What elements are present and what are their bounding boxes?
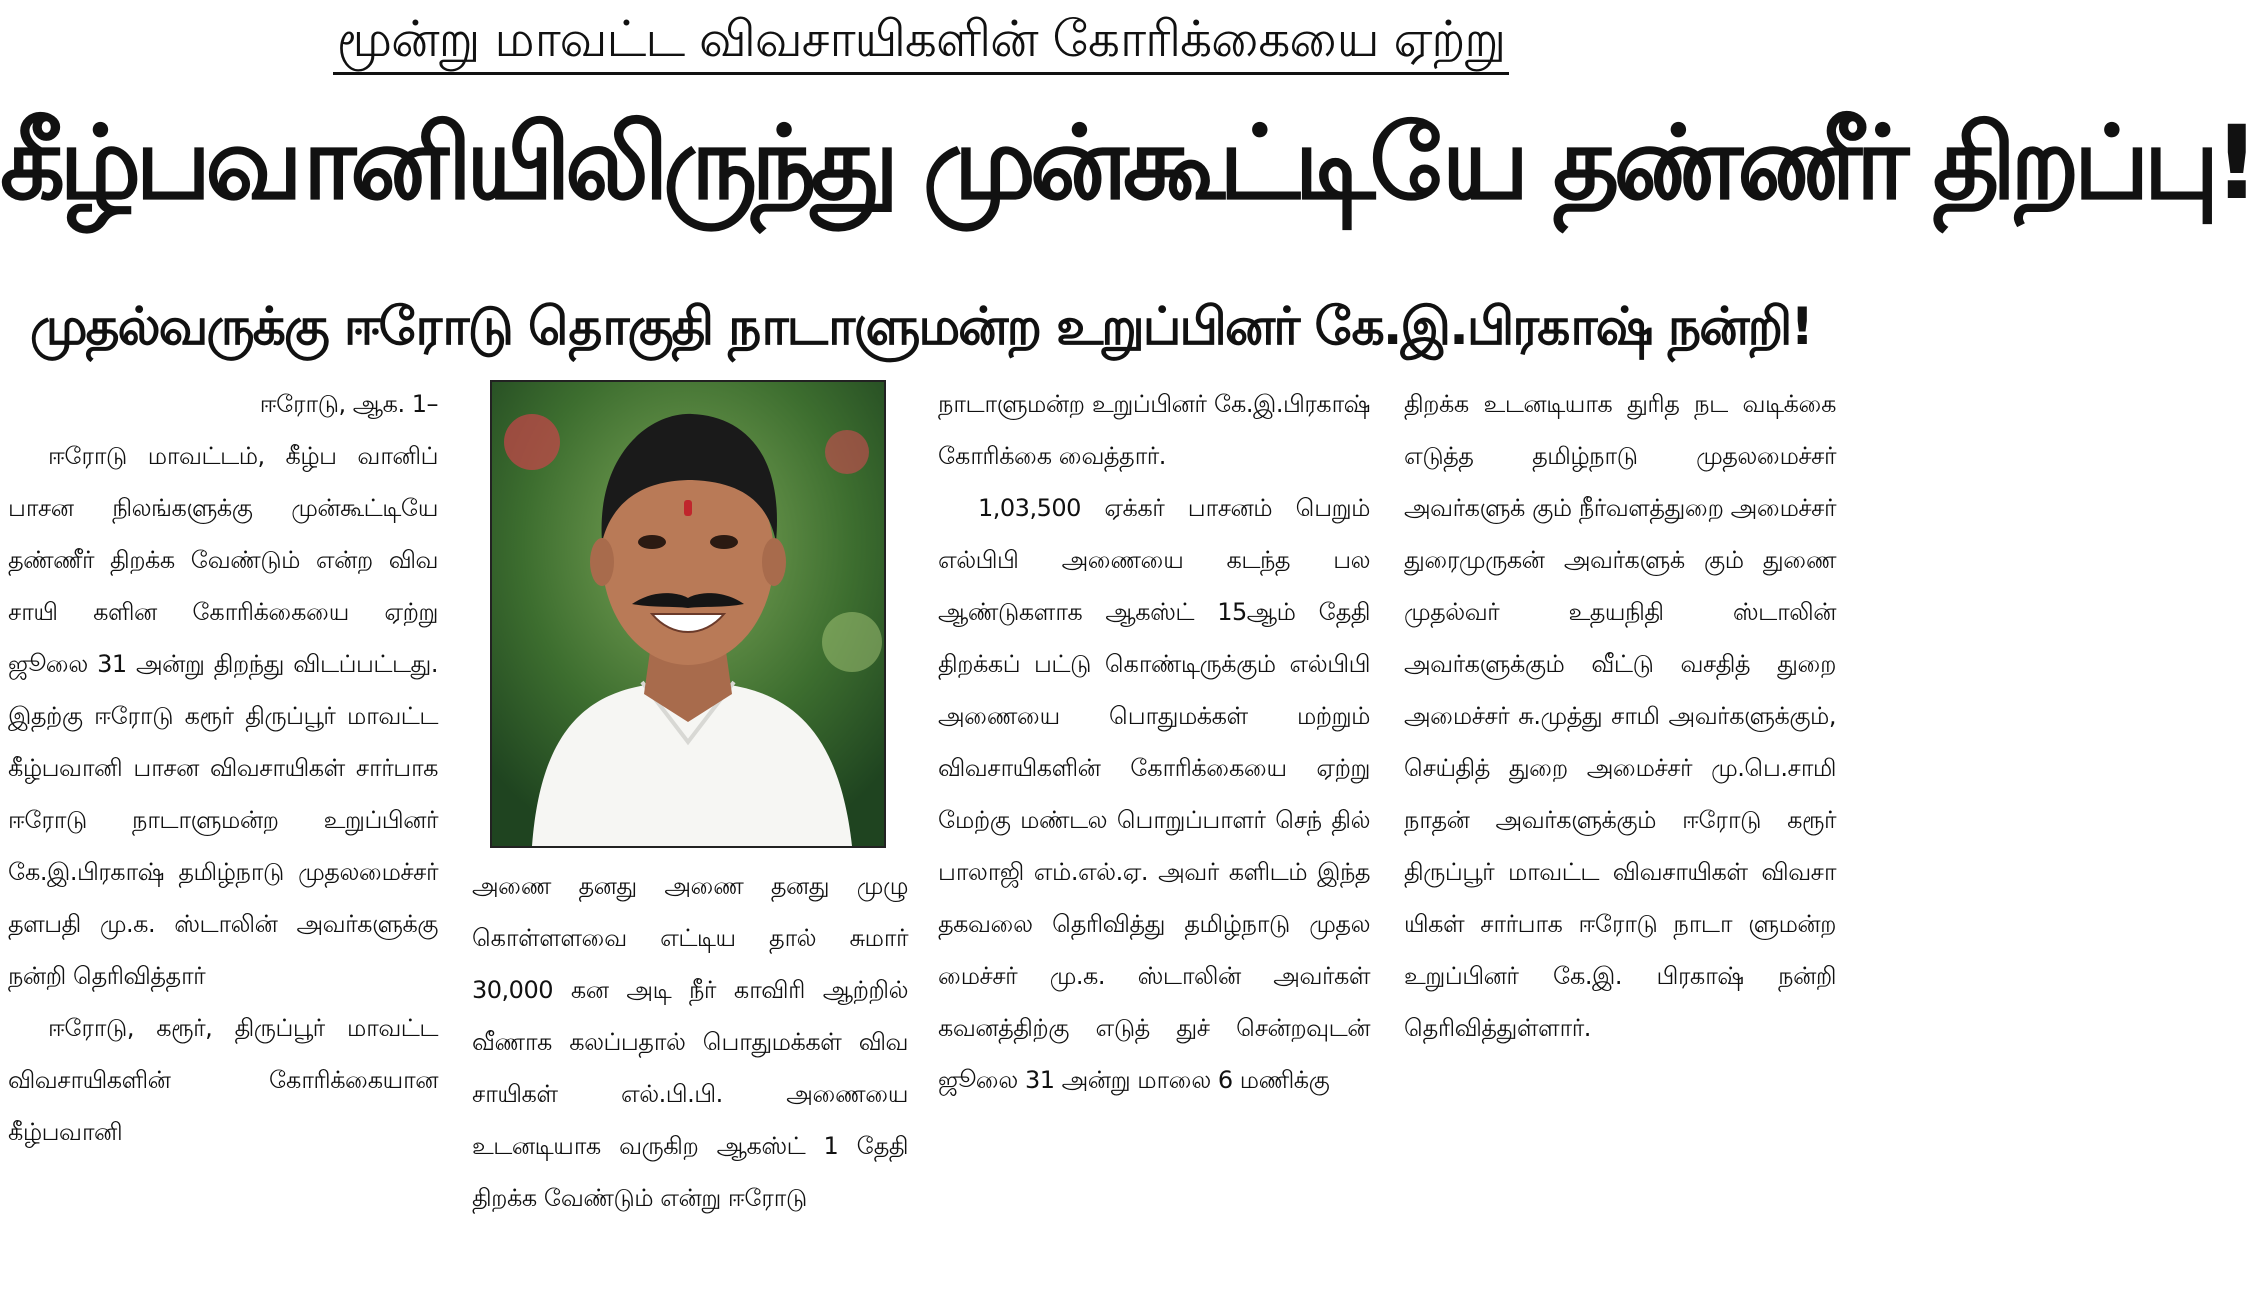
article-column-3 — [938, 378, 1370, 1106]
paragraph: ஈரோடு, கரூர், திருப்பூர் மாவட்ட விவசாயிகளின் கோரிக்கையான கீழ்பவானி — [8, 1014, 438, 1146]
mp-portrait-photo — [490, 380, 886, 848]
kicker-heading — [0, 8, 1842, 75]
paragraph: அணை தனது அணை தனது முழு கொள்ளளவை எட்டிய தால் சுமார் 30,000 கன அடி நீர் காவிரி ஆற்றில் வீணாக கலப்பதால் பொதுமக்கள் விவ சாயிகள் எல்.பி.பி. அணையை உடனடியாக வருகிற ஆகஸ்ட் 1 தேதி திறக்க வேண்டும் என்று ஈரோடு — [472, 872, 908, 1212]
article-column-1 — [8, 378, 438, 1158]
portrait-illustration — [492, 382, 884, 846]
paragraph: ஈரோடு மாவட்டம், கீழ்ப வானிப் பாசன நிலங்களுக்கு முன்கூட்டியே தண்ணீர் திறக்க வேண்டும் என்ற விவ சாயி களின கோரிக்கையை ஏற்று ஜூலை 31 அன்று திறந்து விடப்பட்டது. இதற்கு ஈரோடு கரூர் திருப்பூர் மாவட்ட கீழ்பவானி பாசன விவசாயிகள் சார்பாக ஈரோடு நாடாளுமன்ற உறுப்பினர் கே.இ.பிரகாஷ் தமிழ்நாடு முதலமைச்சர் தளபதி மு.க. ஸ்டாலின் அவர்களுக்கு நன்றி தெரிவித்தார் — [8, 442, 438, 990]
kicker-text: மூன்று மாவட்ட விவசாயிகளின் கோரிக்கையை ஏற்று — [333, 8, 1509, 75]
paragraph: 1,03,500 ஏக்கர் பாசனம் பெறும் எல்பிபி அணையை கடந்த பல ஆண்டுகளாக ஆகஸ்ட் 15ஆம் தேதி திறக்கப் பட்டு கொண்டிருக்கும் எல்பிபி அணையை பொதுமக்கள் மற்றும் விவசாயிகளின் கோரிக்கையை ஏற்று மேற்கு மண்டல பொறுப்பாளர் செந் தில் பாலாஜி எம்.எல்.ஏ. அவர் களிடம் இந்த தகவலை தெரிவித்து தமிழ்நாடு முதல மைச்சர் மு.க. ஸ்டாலின் அவர்கள் கவனத்திற்கு எடுத் துச் சென்றவுடன் ஜூலை 31 அன்று மாலை 6 மணிக்கு — [938, 494, 1370, 1094]
headline: கீழ்பவானியிலிருந்து முன்கூட்டியே தண்ணீர் திறப்பு! — [0, 104, 2254, 223]
article-column-4 — [1404, 378, 1836, 1054]
dateline: ஈரோடு, ஆக. 1– — [259, 390, 438, 418]
subheadline: முதல்வருக்கு ஈரோடு தொகுதி நாடாளுமன்ற உறுப்பினர் கே.இ.பிரகாஷ் நன்றி! — [29, 297, 1813, 357]
paragraph: திறக்க உடனடியாக துரித நட வடிக்கை எடுத்த தமிழ்நாடு முதலமைச்சர் அவர்களுக் கும் நீர்வளத்துறை அமைச்சர் துரைமுருகன் அவர்களுக் கும் துணை முதல்வர் உதயநிதி ஸ்டாலின் அவர்களுக்கும் வீட்டு வசதித் துறை அமைச்சர் சு.முத்து சாமி அவர்களுக்கும், செய்தித் துறை அமைச்சர் மு.பெ.சாமி நாதன் அவர்களுக்கும் ஈரோடு கரூர் திருப்பூர் மாவட்ட விவசாயிகள் விவசா யிகள் சார்பாக ஈரோடு நாடா ளுமன்ற உறுப்பினர் கே.இ. பிரகாஷ் நன்றி தெரிவித்துள்ளார். — [1404, 390, 1836, 1042]
paragraph: நாடாளுமன்ற உறுப்பினர் கே.இ.பிரகாஷ் கோரிக்கை வைத்தார். — [938, 390, 1370, 470]
article-column-2 — [472, 860, 908, 1224]
